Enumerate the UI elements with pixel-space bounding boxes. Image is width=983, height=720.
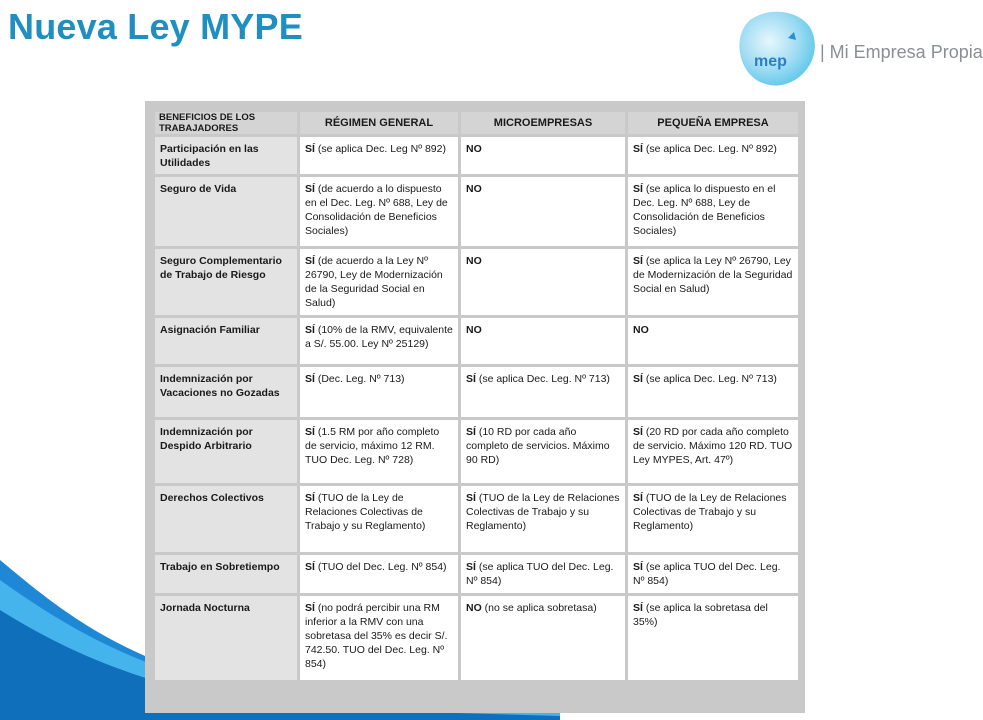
- table-cell: [461, 486, 625, 552]
- table-row: [155, 420, 798, 483]
- cell-text: (se aplica la Ley Nº 26790, Ley de Modernización de la Seguridad Social en Salud): [633, 255, 793, 295]
- cell-lead: SÍ: [633, 183, 643, 195]
- benefits-grid: [152, 109, 801, 683]
- row-label: Jornada Nocturna: [155, 596, 297, 680]
- table-cell: [300, 596, 458, 680]
- cell-lead: SÍ: [466, 426, 476, 438]
- cell-text: (se aplica Dec. Leg. Nº 713): [475, 373, 610, 385]
- table-cell: [461, 367, 625, 417]
- cell-text: (de acuerdo a lo dispuesto en el Dec. Leg. Nº 688, Ley de Consolidación de Beneficios Sociales): [305, 183, 448, 237]
- table-row: [155, 555, 798, 593]
- cell-lead: SÍ: [466, 561, 476, 573]
- table-cell: [461, 177, 625, 246]
- table-cell: [461, 420, 625, 483]
- page-title: Nueva Ley MYPE: [8, 6, 303, 47]
- row-label: Participación en las Utilidades: [155, 137, 297, 174]
- row-label: Indemnización por Despido Arbitrario: [155, 420, 297, 483]
- table-row: [155, 486, 798, 552]
- table-row: [155, 177, 798, 246]
- cell-text: (se aplica la sobretasa del 35%): [633, 602, 768, 628]
- cell-lead: SÍ: [305, 426, 315, 438]
- table-row: [155, 318, 798, 364]
- cell-lead: SÍ: [633, 602, 643, 614]
- cell-text: (10% de la RMV, equivalente a S/. 55.00. Ley Nº 25129): [305, 324, 453, 350]
- cell-text: (TUO del Dec. Leg. Nº 854): [314, 561, 447, 573]
- table-cell: [300, 318, 458, 364]
- table-cell: [628, 318, 798, 364]
- table-row: [155, 137, 798, 174]
- cell-lead: SÍ: [305, 561, 315, 573]
- cell-lead: NO: [466, 255, 482, 267]
- cell-text: (se aplica Dec. Leg. Nº 892): [642, 143, 777, 155]
- cell-lead: SÍ: [305, 183, 315, 195]
- cell-lead: SÍ: [633, 561, 643, 573]
- table-cell: [628, 420, 798, 483]
- table-cell: [628, 596, 798, 680]
- column-header: RÉGIMEN GENERAL: [300, 112, 458, 134]
- table-cell: [461, 318, 625, 364]
- cell-lead: SÍ: [305, 373, 315, 385]
- row-label: Asignación Familiar: [155, 318, 297, 364]
- cell-text: (TUO de la Ley de Relaciones Colectivas de Trabajo y su Reglamento): [305, 492, 426, 532]
- cell-text: (TUO de la Ley de Relaciones Colectivas de Trabajo y su Reglamento): [466, 492, 620, 532]
- cell-text: (se aplica Dec. Leg Nº 892): [314, 143, 446, 155]
- cell-lead: SÍ: [305, 143, 315, 155]
- cell-lead: SÍ: [305, 255, 315, 267]
- table-cell: [628, 137, 798, 174]
- table-cell: [461, 555, 625, 593]
- table-cell: [628, 367, 798, 417]
- cell-lead: SÍ: [305, 324, 315, 336]
- table-cell: [461, 596, 625, 680]
- cell-text: (1.5 RM por año completo de servicio, máximo 12 RM. TUO Dec. Leg. Nº 728): [305, 426, 440, 466]
- cell-text: (se aplica TUO del Dec. Leg. Nº 854): [633, 561, 781, 587]
- table-cell: [300, 137, 458, 174]
- cell-lead: SÍ: [466, 373, 476, 385]
- table-cell: [300, 555, 458, 593]
- row-label: Trabajo en Sobretiempo: [155, 555, 297, 593]
- cell-lead: SÍ: [633, 426, 643, 438]
- table-cell: [300, 177, 458, 246]
- row-label: Indemnización por Vacaciones no Gozadas: [155, 367, 297, 417]
- logo-text: | Mi Empresa Propia: [820, 42, 983, 62]
- cell-text: (se aplica lo dispuesto en el Dec. Leg. Nº 688, Ley de Consolidación de Beneficios Sociales): [633, 183, 776, 237]
- cell-lead: NO: [633, 324, 649, 336]
- cell-lead: SÍ: [633, 143, 643, 155]
- table-cell: [628, 177, 798, 246]
- table-cell: [461, 137, 625, 174]
- cell-text: (de acuerdo a la Ley Nº 26790, Ley de Modernización de la Seguridad Social en Salud): [305, 255, 443, 309]
- cell-text: (se aplica TUO del Dec. Leg. Nº 854): [466, 561, 614, 587]
- table-cell: [628, 486, 798, 552]
- row-label: Seguro Complementario de Trabajo de Riesgo: [155, 249, 297, 315]
- row-label: Seguro de Vida: [155, 177, 297, 246]
- cell-lead: SÍ: [305, 602, 315, 614]
- cell-lead: NO: [466, 602, 482, 614]
- table-cell: [300, 367, 458, 417]
- logo-badge-text: mep: [754, 53, 787, 70]
- cell-lead: NO: [466, 143, 482, 155]
- table-cell: [300, 486, 458, 552]
- cell-text: (no se aplica sobretasa): [481, 602, 597, 614]
- cell-lead: SÍ: [633, 492, 643, 504]
- cell-text: (10 RD por cada año completo de servicios. Máximo 90 RD): [466, 426, 610, 466]
- column-header: PEQUEÑA EMPRESA: [628, 112, 798, 134]
- row-label: Derechos Colectivos: [155, 486, 297, 552]
- cell-lead: SÍ: [633, 255, 643, 267]
- cell-lead: NO: [466, 183, 482, 195]
- cell-text: (no podrá percibir una RM inferior a la RMV con una sobretasa del 35% es decir S/. 742.50. TUO del Dec. Leg. Nº 854): [305, 602, 448, 670]
- cell-lead: SÍ: [633, 373, 643, 385]
- cell-text: (se aplica Dec. Leg. Nº 713): [642, 373, 777, 385]
- table-row: [155, 596, 798, 680]
- cell-lead: SÍ: [466, 492, 476, 504]
- cell-text: (TUO de la Ley de Relaciones Colectivas de Trabajo y su Reglamento): [633, 492, 787, 532]
- table-cell: [461, 249, 625, 315]
- table-cell: [300, 249, 458, 315]
- cell-lead: SÍ: [305, 492, 315, 504]
- table-row: [155, 367, 798, 417]
- table-row: [155, 249, 798, 315]
- cell-lead: NO: [466, 324, 482, 336]
- column-header: MICROEMPRESAS: [461, 112, 625, 134]
- cell-text: (20 RD por cada año completo de servicio. Máximo 120 RD. TUO Ley MYPES, Art. 47º): [633, 426, 793, 466]
- column-header: BENEFICIOS DE LOS TRABAJADORES: [155, 112, 297, 134]
- table-cell: [300, 420, 458, 483]
- table-cell: [628, 555, 798, 593]
- cell-text: (Dec. Leg. Nº 713): [314, 373, 405, 385]
- benefits-table: [145, 101, 805, 713]
- table-cell: [628, 249, 798, 315]
- table-header-row: [155, 112, 798, 134]
